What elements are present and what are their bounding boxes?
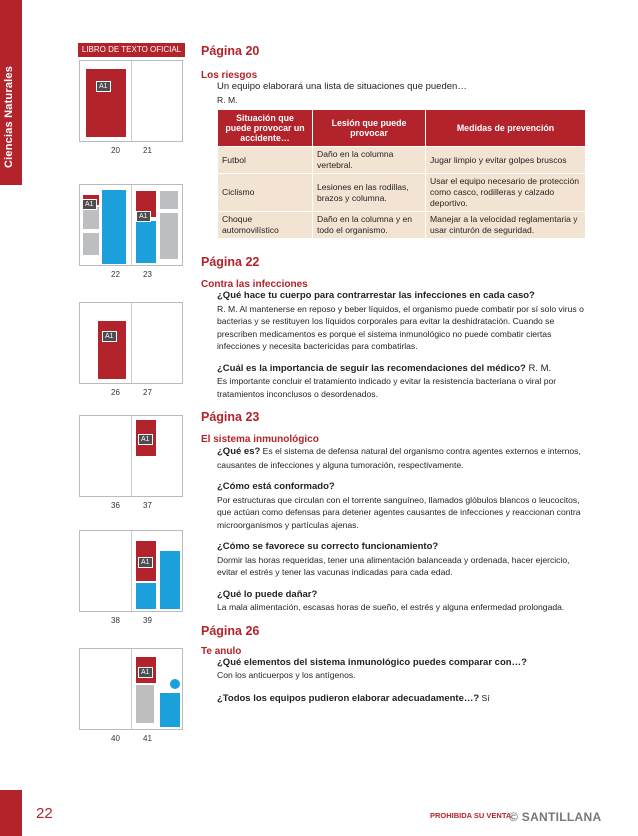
answer-content (201, 44, 586, 705)
table-header-row (218, 110, 586, 147)
table-row (218, 212, 586, 239)
spread-frame (79, 648, 183, 730)
table-cell: Lesiones en las rodillas, brazos y columna. (313, 174, 426, 212)
thumbnail-spread-36-37[interactable] (79, 415, 183, 511)
question: ¿Qué elementos del sistema inmunológico puedes comparar con…? (217, 656, 527, 668)
book-label: LIBRO DE TEXTO OFICIAL (78, 43, 185, 57)
question: ¿Qué lo puede dañar? (217, 588, 318, 600)
a1-badge: A1 (82, 199, 97, 210)
question: ¿Qué hace tu cuerpo para contrarrestar las infecciones en cada caso? (217, 290, 535, 301)
spread-frame (79, 60, 183, 142)
table-cell: Daño en la columna y en todo el organismo. (313, 212, 426, 239)
answer: Es el sistema de defensa natural del organismo contra agentes externos e internos, causantes de infecciones y alguna tumoración, respectivamente. (217, 446, 581, 470)
thumbnail-spread-20-21[interactable] (79, 60, 183, 156)
section-heading: Página 23 (201, 410, 260, 424)
subject-title: Ciencias Naturales (3, 65, 15, 168)
question: ¿Cuál es la importancia de seguir las recomendaciones del médico? (217, 362, 526, 374)
answer: Con los anticuerpos y los antígenos. (217, 670, 356, 680)
spread-frame (79, 415, 183, 497)
column-header: Situación que puede provocar un accidente… (218, 110, 313, 147)
column-header: Lesión que puede provocar (313, 110, 426, 147)
a1-badge: A1 (102, 331, 117, 342)
page-number: 40 (111, 734, 120, 743)
page-number: 37 (143, 501, 152, 510)
answer: R. M. (217, 94, 238, 105)
question: ¿Todos los equipos pudieron elaborar adecuadamente…? (217, 692, 480, 704)
table-cell: Choque automovilístico (218, 212, 313, 239)
topic-title: Te anulo (201, 645, 242, 657)
table-cell: Futbol (218, 147, 313, 174)
answer-prefix: R. M. (525, 362, 552, 374)
a1-badge: A1 (138, 667, 153, 678)
section-heading: Página 26 (201, 623, 260, 638)
page-number: 39 (143, 616, 152, 625)
a1-badge: A1 (96, 81, 111, 92)
question-line (217, 445, 586, 471)
answer: Es importante concluir el tratamiento indicado y evitar la resistencia bacteriana o viral por tratamientos inconclusos o desordenados. (217, 376, 557, 399)
answer: Por estructuras que circulan con el torrente sanguíneo, llamados glóbulos blancos o leucocitos, que actúan como defensas para detener agentes causantes de infecciones y reaccionan contra microorganismos y partículas ajenas. (217, 494, 581, 530)
question: ¿Cómo se favorece su correcto funcionamiento? (217, 541, 439, 552)
page-number: 21 (143, 146, 152, 155)
page-number: 41 (143, 734, 152, 743)
page-number: 27 (143, 388, 152, 397)
thumbnail-spread-22-23[interactable] (79, 184, 183, 280)
thumbnail-spread-26-27[interactable] (79, 302, 183, 398)
table-cell: Daño en la columna vertebral. (313, 147, 426, 174)
question: ¿Cómo está conformado? (217, 481, 335, 492)
a1-badge: A1 (136, 211, 151, 222)
question-line (217, 363, 586, 376)
page-number: 36 (111, 501, 120, 510)
a1-badge: A1 (138, 557, 153, 568)
page-number-footer: 22 (36, 805, 53, 822)
thumbnail-spread-38-39[interactable] (79, 530, 183, 626)
sale-notice: PROHIBIDA SU VENTA (430, 811, 512, 820)
section-heading: Página 20 (201, 44, 260, 58)
page-number: 38 (111, 616, 120, 625)
page-number: 20 (111, 146, 120, 155)
risk-table (217, 109, 586, 239)
answer: La mala alimentación, escasas horas de sueño, el estrés y alguna enfermedad prolongada. (217, 602, 565, 612)
column-header: Medidas de prevención (426, 110, 586, 147)
spread-frame (79, 184, 183, 266)
answer: Dormir las horas requeridas, tener una alimentación balanceada y ordenada, hacer ejercicio, evitar el estrés y tener las vacunas indicadas para cada edad. (217, 554, 570, 577)
page-number: 23 (143, 270, 152, 279)
publisher-logo: © SANTILLANA (509, 810, 602, 824)
a1-badge: A1 (138, 434, 153, 445)
table-cell: Manejar a la velocidad reglamentaria y usar cinturón de seguridad. (426, 212, 586, 239)
question: ¿Qué es? (217, 446, 261, 457)
topic-title: Los riesgos (201, 70, 258, 81)
answer: R. M. Al mantenerse en reposo y beber líquidos, el organismo puede combatir por sí solo virus o bacterias y se restituyen los líquidos corporales para evitar la deshidratación. Cuando se prescriben medicamentos es porque el sistema inmunológico no puede combatir ciertas infecciones y necesita bactericidas para combatirlas. (217, 303, 584, 351)
spread-frame (79, 302, 183, 384)
table-row (218, 147, 586, 174)
question-line (217, 692, 586, 706)
table-cell: Ciclismo (218, 174, 313, 212)
content-block (86, 69, 126, 137)
table-row (218, 174, 586, 212)
subject-tab (0, 0, 22, 185)
section-heading: Página 22 (201, 255, 260, 269)
table-cell: Usar el equipo necesario de protección como casco, rodilleras y calzado deportivo. (426, 174, 586, 212)
spread-frame (79, 530, 183, 612)
table-cell: Jugar limpio y evitar golpes bruscos (426, 147, 586, 174)
page-number: 26 (111, 388, 120, 397)
topic-title: El sistema inmunológico (201, 434, 319, 445)
page-number: 22 (111, 270, 120, 279)
topic-title: Contra las infecciones (201, 279, 308, 290)
question: Un equipo elaborará una lista de situaciones que pueden… (217, 81, 467, 92)
footer-tab (0, 790, 22, 836)
answer: Sí (479, 692, 490, 703)
thumbnail-spread-40-41[interactable] (79, 648, 183, 744)
